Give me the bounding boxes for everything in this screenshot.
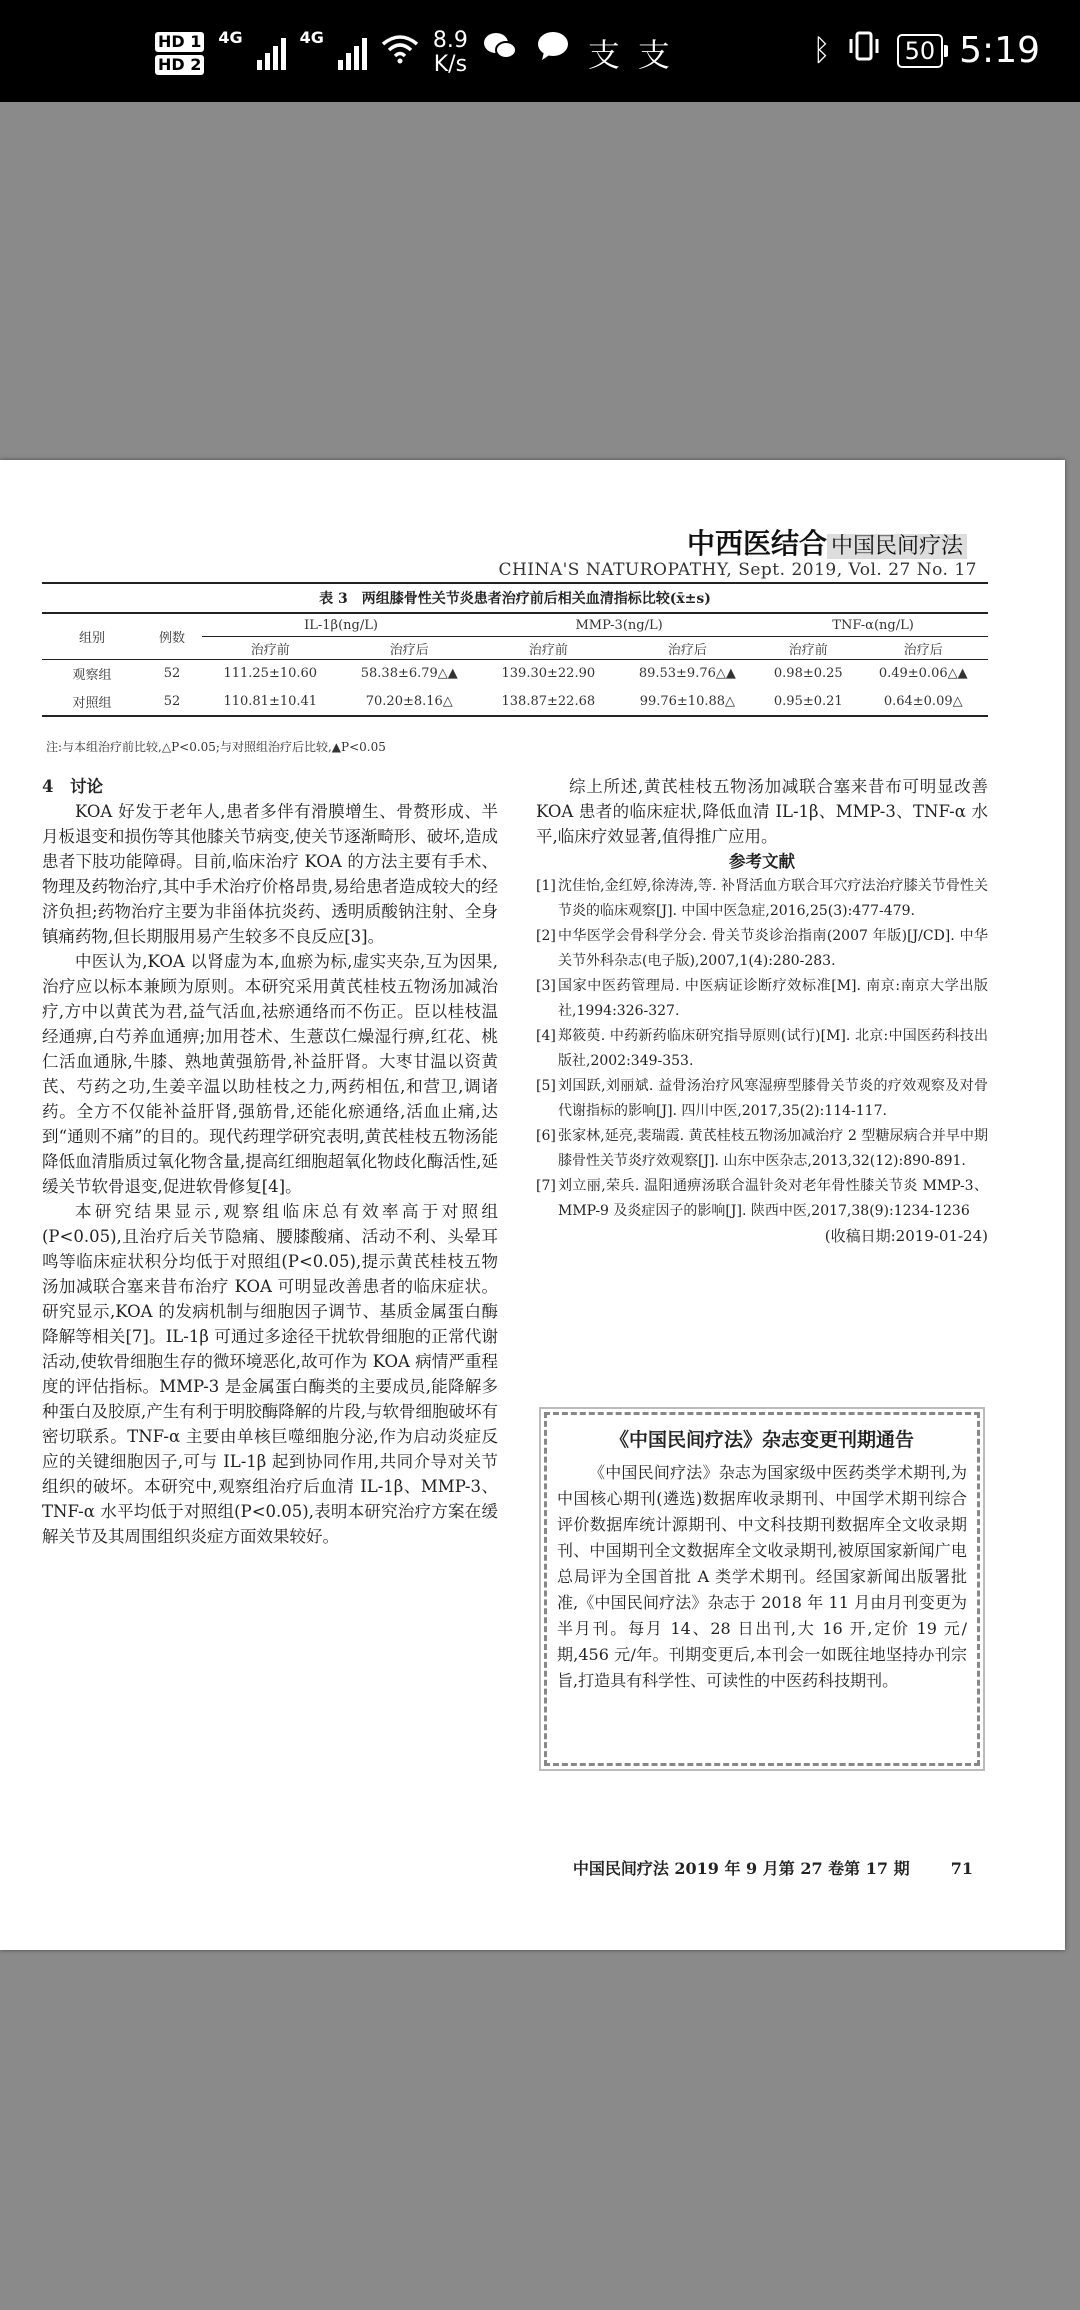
reference-item: [1] 沈佳怡,金红婷,徐涛涛,等. 补肾活血方联合耳穴疗法治疗膝关节骨性关节炎的临床观察[J]. 中国中医急症,2016,25(3):477-479. xyxy=(536,878,988,919)
bluetooth-icon: ᛒ xyxy=(812,33,831,68)
cell-value: 139.30±22.90 xyxy=(501,666,596,682)
col-group: 组别 xyxy=(42,613,142,660)
network-type-1: 4G xyxy=(218,28,243,47)
speed-value: 8.9 xyxy=(432,28,468,53)
reference-item: [6] 张家林,延亮,裴瑞霞. 黄芪桂枝五物汤加减治疗 2 型糖尿病合并早中期膝骨性关节炎疗效观察[J]. 山东中医杂志,2013,32(12):890-891. xyxy=(536,1128,988,1169)
reference-item: [5] 刘国跃,刘丽斌. 益骨汤治疗风寒湿痹型膝骨关节炎的疗效观察及对骨代谢指标的影响[J]. 四川中医,2017,35(2):114-117. xyxy=(536,1078,988,1119)
alipay-icon-1: 支 xyxy=(587,36,620,74)
wechat-icon xyxy=(482,30,518,76)
right-column xyxy=(536,774,988,1249)
results-table xyxy=(42,612,988,717)
footer-issue: 中国民间疗法 2019 年 9 月第 27 卷第 17 期 xyxy=(572,1859,910,1878)
speed-unit: K/s xyxy=(433,52,468,77)
reference-item: [3] 国家中医药管理局. 中医病证诊断疗效标准[M]. 南京:南京大学出版社,1994:326-327. xyxy=(536,978,988,1019)
journal-title xyxy=(687,522,967,562)
received-date: (收稿日期:2019-01-24) xyxy=(824,1227,988,1245)
cell-value: 70.20±8.16△ xyxy=(339,688,481,716)
alipay-icon-2: 支 xyxy=(637,36,670,74)
paragraph: 本研究结果显示,观察组临床总有效率高于对照组(P<0.05),且治疗后关节隐痛、腰膝酸痛、活动不利、头晕耳鸣等临床症状积分均低于对照组(P<0.05),提示黄芪桂枝五物汤加减联合塞来昔布治疗 KOA 可明显改善患者的临床症状。研究显示,KOA 的发病机制与细胞因子调节、基质金属蛋白酶降解等相关[7]。IL-1β 可通过多途径干扰软骨细胞的正常代谢活动,使软骨细胞生存的微环境恶化,故可作为 KOA 病情严重程度的评估指标。MMP-3 是金属蛋白酶类的主要成员,能降解多种蛋白及胶原,产生有利于明胶酶降解的片段,与软骨细胞破坏有密切联系。TNF-α 主要由单核巨噬细胞分泌,作为启动炎症反应的关键细胞因子,可与 IL-1β 起到协同作用,共同介导对关节组织的破坏。本研究中,观察组治疗后血清 IL-1β、MMP-3、TNF-α 水平均低于对照组(P<0.05),表明本研究治疗方案在缓解关节及其周围组织炎症方面效果较好。 xyxy=(42,1202,498,1546)
page-number: 71 xyxy=(950,1859,973,1878)
sub-before: 治疗前 xyxy=(480,637,617,660)
cell-value: 0.49±0.06△▲ xyxy=(878,666,968,682)
notice-box xyxy=(544,1412,980,1766)
cell-value: 99.76±10.88△ xyxy=(617,688,759,716)
signal-icon-1 xyxy=(257,36,286,70)
cell-value: 0.64±0.09△ xyxy=(858,688,988,716)
sub-before: 治疗前 xyxy=(202,637,339,660)
cell-value: 110.81±10.41 xyxy=(202,688,339,716)
left-column xyxy=(42,774,498,1549)
cell-n: 52 xyxy=(163,666,181,682)
journal-issue-en: CHINA'S NATUROPATHY, Sept. 2019, Vol. 27 No. 17 xyxy=(498,560,977,580)
table-row xyxy=(42,660,988,688)
notice-title: 《中国民间疗法》杂志变更刊期通告 xyxy=(609,1429,914,1451)
paragraph: 中医认为,KOA 以肾虚为本,血瘀为标,虚实夹杂,互为因果,治疗应以标本兼顾为原则。本研究采用黄芪桂枝五物汤加减治疗,方中以黄芪为君,益气活血,祛瘀通络而不伤正。臣以桂枝温经通痹,白芍养血通痹;加用苍术、生薏苡仁燥湿行痹,红花、桃仁活血通脉,牛膝、熟地黄强筋骨,补益肝肾。大枣甘温以资黄芪、芍药之功,生姜辛温以助桂枝之力,两药相伍,和营卫,调诸药。全方不仅能补益肝肾,强筋骨,还能化瘀通络,活血止痛,达到“通则不痛”的目的。现代药理学研究表明,黄芪桂枝五物汤能降低血清脂质过氧化物含量,提高红细胞超氧化物歧化酶活性,延缓关节软骨退变,促进软骨修复[4]。 xyxy=(42,952,498,1196)
sub-before: 治疗前 xyxy=(758,637,858,660)
reference-item: [7] 刘立丽,荣兵. 温阳通痹汤联合温针灸对老年骨性膝关节炎 MMP-3、MMP-9 及炎症因子的影响[J]. 陕西中医,2017,38(9):1234-1236 xyxy=(536,1178,988,1219)
status-bar xyxy=(0,0,1080,102)
col-cases: 例数 xyxy=(142,613,202,660)
col-mmp3: MMP-3(ng/L) xyxy=(480,613,758,637)
cell-value: 58.38±6.79△▲ xyxy=(360,666,458,682)
sub-after: 治疗后 xyxy=(339,637,481,660)
hd2-badge: HD 2 xyxy=(155,55,204,75)
reference-item: [2] 中华医学会骨科学分会. 骨关节炎诊治指南(2007 年版)[J/CD]. 中华关节外科杂志(电子版),2007,1(4):280-283. xyxy=(536,928,988,969)
cell-group: 对照组 xyxy=(42,688,142,716)
table-row xyxy=(42,688,988,716)
header-rule xyxy=(42,582,988,584)
document-page xyxy=(0,460,1065,1950)
network-type-2: 4G xyxy=(299,28,324,47)
paragraph: KOA 好发于老年人,患者多伴有滑膜增生、骨赘形成、半月板退变和损伤等其他膝关节病变,使关节逐渐畸形、破坏,造成患者下肢功能障碍。目前,临床治疗 KOA 的方法主要有手术、物理及药物治疗,其中手术治疗价格昂贵,易给患者造成较大的经济负担;药物治疗主要为非甾体抗炎药、透明质酸钠注射、全身镇痛药物,但长期服用易产生较多不良反应[3]。 xyxy=(42,802,498,946)
table-note: 注:与本组治疗前比较,△P<0.05;与对照组治疗后比较,▲P<0.05 xyxy=(46,740,386,754)
journal-title-highlight: 中国民间疗法 xyxy=(827,534,967,559)
table-caption: 表 3 两组膝骨性关节炎患者治疗前后相关血清指标比较(x̄±s) xyxy=(319,591,711,607)
cell-value: 111.25±10.60 xyxy=(223,666,318,682)
signal-icon-2 xyxy=(338,36,367,70)
page-footer xyxy=(573,1856,973,1879)
conclusion-paragraph: 综上所述,黄芪桂枝五物汤加减联合塞来昔布可明显改善 KOA 患者的临床症状,降低血清 IL-1β、MMP-3、TNF-α 水平,临床疗效显著,值得推广应用。 xyxy=(536,777,988,846)
clock: 5:19 xyxy=(959,30,1040,71)
journal-title-cn: 中西医结合 xyxy=(686,527,827,560)
sub-after: 治疗后 xyxy=(858,637,988,660)
sub-after: 治疗后 xyxy=(617,637,759,660)
hd1-badge: HD 1 xyxy=(155,32,204,52)
reference-item: [4] 郑筱萸. 中药新药临床研究指导原则(试行)[M]. 北京:中国医药科技出版社,2002:349-353. xyxy=(536,1028,988,1069)
cell-n: 52 xyxy=(142,688,202,716)
cell-value: 138.87±22.68 xyxy=(480,688,617,716)
network-speed xyxy=(433,29,468,77)
section-heading: 4 讨论 xyxy=(42,777,103,796)
col-tnfa: TNF-α(ng/L) xyxy=(758,613,988,637)
cell-value: 89.53±9.76△▲ xyxy=(638,666,736,682)
cell-value: 0.95±0.21 xyxy=(758,688,858,716)
references-heading: 参考文献 xyxy=(729,852,795,871)
cell-value: 0.98±0.25 xyxy=(773,666,843,682)
cell-group: 观察组 xyxy=(72,668,112,684)
battery-icon: 50 xyxy=(897,34,944,68)
vibrate-icon xyxy=(847,30,881,71)
hd-indicator xyxy=(155,32,204,75)
message-bubble-icon xyxy=(536,30,570,76)
notice-body: 《中国民间疗法》杂志为国家级中医药类学术期刊,为中国核心期刊(遴选)数据库收录期刊、中国学术期刊综合评价数据库统计源期刊、中文科技期刊数据库全文收录期刊、中国期刊全文数据库全文收录期刊,被原国家新闻广电总局评为全国首批 A 类学术期刊。经国家新闻出版署批准,《中国民间疗法》杂志于 2018 年 11 月由月刊变更为半月刊。每月 14、28 日出刊,大 16 开,定价 19 元/期,456 元/年。刊期变更后,本刊会一如既往地坚持办刊宗旨,打造具有科学性、可读性的中医药科技期刊。 xyxy=(557,1463,967,1690)
col-il1b: IL-1β(ng/L) xyxy=(202,613,480,637)
wifi-icon xyxy=(381,34,419,72)
